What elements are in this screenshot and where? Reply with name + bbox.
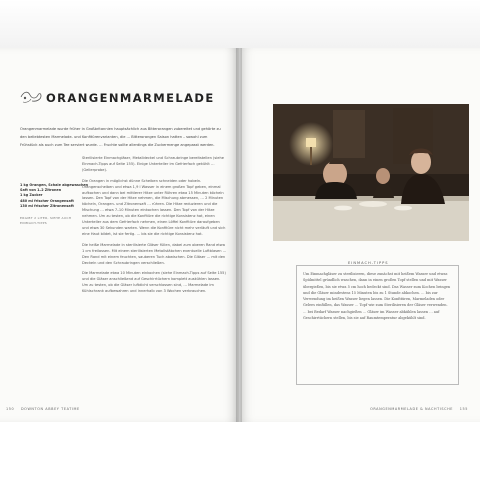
- ingredient-item: 1 kg Orangen, Schale abgewaschen: [20, 183, 89, 187]
- right-page-number: 155: [459, 407, 468, 411]
- recipe-steps: [82, 156, 227, 300]
- left-page-footer: [6, 407, 80, 411]
- left-running-title: DOWNTON ABBEY TEATIME: [20, 407, 80, 411]
- recipe-step: Die Marmelade etwa 10 Minuten einkochen (siehe Einmach-Tipps auf Seite 155) und die Gläser anschließend auf Geschirrtüchern komplett auskühlen lassen. Um zu testen, ob die Gläser luftdicht verschlossen sind, … Marmelade im Kühlschrank aufbewahren und innerhalb von 3 Wochen verbrauchen.: [82, 271, 226, 294]
- ingredient-item: 480 ml frischer Orangensaft: [20, 198, 74, 203]
- tips-label: EINMACH-TIPPS: [344, 261, 393, 265]
- recipe-step: Sterilisierte Einmachgläser, Metalldeckel und Schraubringe bereitstellen (siehe Einmach-Tipps auf Seite 155). Einige Unterteller im Gefrierfach gekühlt … (Gelierprobe).: [82, 156, 224, 172]
- recipe-step: Die heiße Marmelade in sterilisierte Gläser füllen, dabei zum oberen Rand etwa 1 cm freilassen. Mit einem sterilisierten Metallstäbchen eventuelle Luftblasen … Den Rand mit einem feuchten, sauberen Tuch abwischen. Die Gläser … mit den Deckeln und den Schraubringen verschließen.: [82, 242, 227, 265]
- book-gutter: [236, 48, 242, 422]
- right-page-footer: [370, 407, 468, 411]
- recipe-intro: Orangenmarmelade wurde früher in Großbritannien hauptsächlich aus Bitterorangen zubereitet und gehörte zu den beliebtesten Marmelade- und Konfitürenvarianten, die … Bitterorangen Saison hatten – sowohl zum Frühstück als auch zum Tee serviert wurde. … Fruchte sollte allerdings die Zuckermenge angepasst werden.: [20, 127, 221, 148]
- film-still-photo: [273, 104, 469, 241]
- left-page-number: 150: [6, 407, 15, 411]
- tips-text: Um Einmachgläser zu sterilisieren, diese zunächst mit heißem Wasser und etwas Spülmittel gründlich waschen, dann in einen großen Topf stellen und mit Wasser übergießen, bis sie etwa 5 cm hoch bedeckt sind. Das Wasser zum Kochen bringen und die Gläser mindestens 15 Minuten bis zu 1 Stunde abkochen. … bis zur Verwendung im heißen Wasser liegen lassen. Die Konfitüren, Marmeladen oder Gelees einfüllen, das Wasser … Topf wie zum Sterilisieren der Gläser verwenden. … bei Bedarf Wasser nachgießen … Gläser im Wasser abkühlen lassen … auf Geschirrtüchern stellen, bis sie auf Raumtemperatur abgekühlt sind.: [303, 272, 451, 321]
- ingredient-item: Saft von 1–2 Zitronen: [20, 188, 62, 193]
- ingredient-item: 1 kg Zucker: [20, 193, 43, 198]
- film-still-illustration: [273, 104, 469, 241]
- background-bottom: [0, 422, 480, 480]
- ingredient-item: 130 ml frischer Zitronensaft: [20, 203, 74, 208]
- background-top: [0, 0, 480, 48]
- right-running-title: ORANGENMARMELADE & NACHTISCHE: [370, 407, 454, 411]
- yield-note: ERGIBT 2 LITER, SIEHE AUCH EINMACH-TIPPS: [20, 216, 72, 225]
- ingredient-list: [20, 183, 89, 209]
- recipe-title: ORANGENMARMELADE: [46, 91, 215, 105]
- recipe-step: Die Orangen in möglichst dünne Scheiben schneiden oder hobeln. Orangenscheiben und etwa 1,9 l Wasser in einem großen Topf geben, einmal aufkochen und dann bei mittlerer Hitze unter Rühren etwa 15 Minuten köcheln lassen. Den Topf von der Hitze nehmen, die Mischung abmessen, … 2 Minuten köcheln, Orangen- und Zitronensaft … rühren. Die Hitze reduzieren und die Mischung … etwa 7–10 Minuten einkochen lassen. Den Topf von der Hitze nehmen. Um zu testen, ob die Konfitüre die richtige Konsistenz hat, einen Unterteller aus dem Gefrierfach nehmen, einen Löffel Konfitüre daraufgeben und etwa 30 Sekunden warten. Wenn die Konfitüre nicht mehr verläuft und sich eine Haut bildet, ist sie fertig. … bis sie die richtige Konsistenz hat.: [82, 178, 226, 236]
- flourish-ornament-icon: [20, 90, 42, 104]
